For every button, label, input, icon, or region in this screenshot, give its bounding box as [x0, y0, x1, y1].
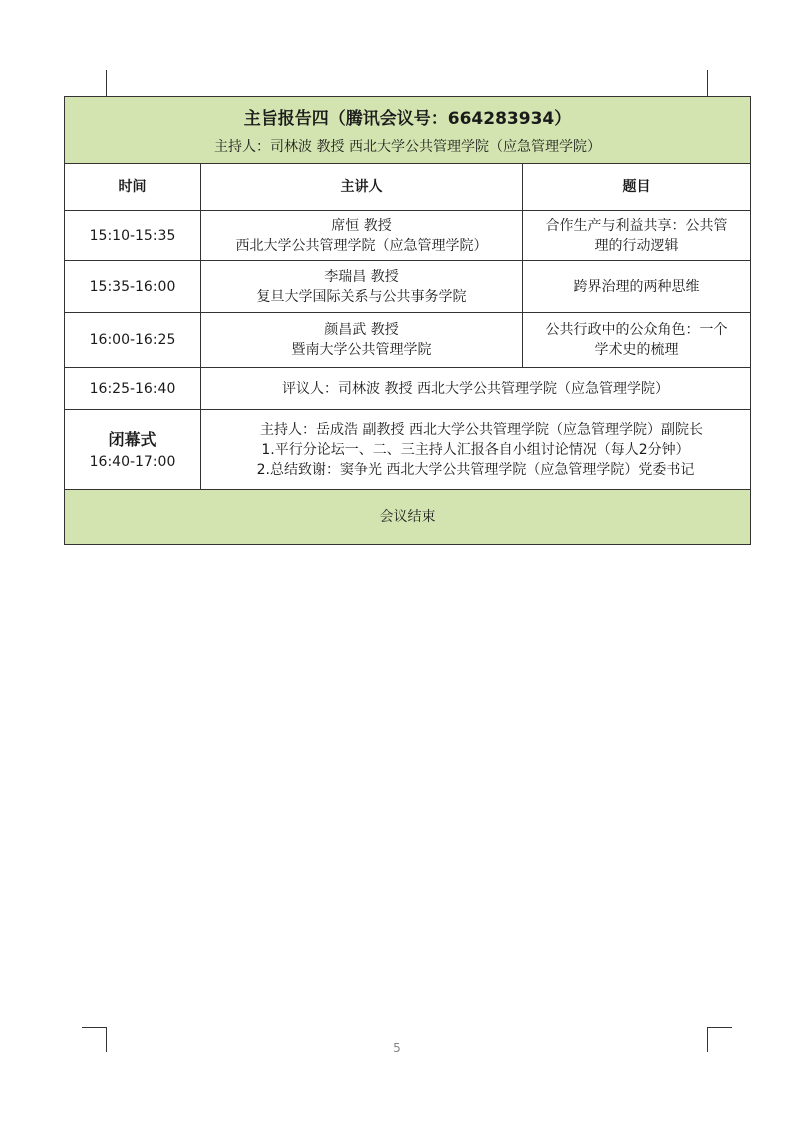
- topic-line-1: 合作生产与利益共享：公共管: [545, 217, 728, 234]
- closing-host: 主持人：岳成浩 副教授 西北大学公共管理学院（应急管理学院）副院长: [260, 421, 703, 438]
- table-row: [65, 211, 751, 261]
- crop-mark-top-right: [707, 70, 708, 96]
- table-row: [65, 261, 751, 313]
- topic-line-2: 学术史的梳理: [594, 342, 679, 358]
- topic-line-1: 公共行政中的公众角色：一个: [545, 322, 728, 338]
- crop-mark-top-left: [106, 70, 107, 96]
- speaker-name: 席恒 教授: [331, 217, 392, 234]
- table-row: [65, 368, 751, 410]
- closing-details: [201, 410, 751, 490]
- speaker-affiliation: 西北大学公共管理学院（应急管理学院）: [235, 237, 488, 254]
- speaker-name: 颜昌武 教授: [324, 322, 399, 338]
- end-text: 会议结束: [65, 490, 751, 545]
- closing-item-2: 2.总结致谢：窦争光 西北大学公共管理学院（应急管理学院）党委书记: [256, 461, 695, 478]
- talk-speaker: [201, 261, 523, 313]
- commentary-text: 评议人：司林波 教授 西北大学公共管理学院（应急管理学院）: [201, 368, 751, 410]
- header-time: 时间: [65, 164, 201, 211]
- talk-topic: [523, 211, 751, 261]
- header-speaker: 主讲人: [201, 164, 523, 211]
- closing-time: 16:40-17:00: [89, 453, 176, 470]
- session-title: 主旨报告四（腾讯会议号：664283934）: [243, 109, 572, 129]
- topic-line-2: 理的行动逻辑: [594, 237, 679, 254]
- closing-item-1: 1.平行分论坛一、二、三主持人汇报各自小组讨论情况（每人2分钟）: [261, 441, 690, 458]
- commentary-time: 16:25-16:40: [65, 368, 201, 410]
- closing-row: [65, 410, 751, 490]
- table-row: [65, 313, 751, 368]
- talk-speaker: [201, 211, 523, 261]
- speaker-name: 李瑞昌 教授: [324, 268, 399, 285]
- talk-time: 15:10-15:35: [65, 211, 201, 261]
- page-number: 5: [393, 1041, 401, 1055]
- closing-cell: [65, 410, 201, 490]
- end-row: [65, 490, 751, 545]
- closing-name: 闭幕式: [108, 429, 157, 449]
- talk-speaker: [201, 313, 523, 368]
- header-topic: 题目: [523, 164, 751, 211]
- speaker-affiliation: 暨南大学公共管理学院: [291, 342, 432, 358]
- speaker-affiliation: 复旦大学国际关系与公共事务学院: [256, 288, 467, 305]
- talk-topic: [523, 261, 751, 313]
- talk-time: 16:00-16:25: [65, 313, 201, 368]
- session-title-cell: [65, 97, 751, 164]
- table-header-row: [65, 164, 751, 211]
- talk-topic: [523, 313, 751, 368]
- schedule-table: [64, 96, 751, 545]
- topic-line-1: 跨界治理的两种思维: [573, 278, 700, 295]
- talk-time: 15:35-16:00: [65, 261, 201, 313]
- session-host: 主持人：司林波 教授 西北大学公共管理学院（应急管理学院）: [214, 139, 601, 155]
